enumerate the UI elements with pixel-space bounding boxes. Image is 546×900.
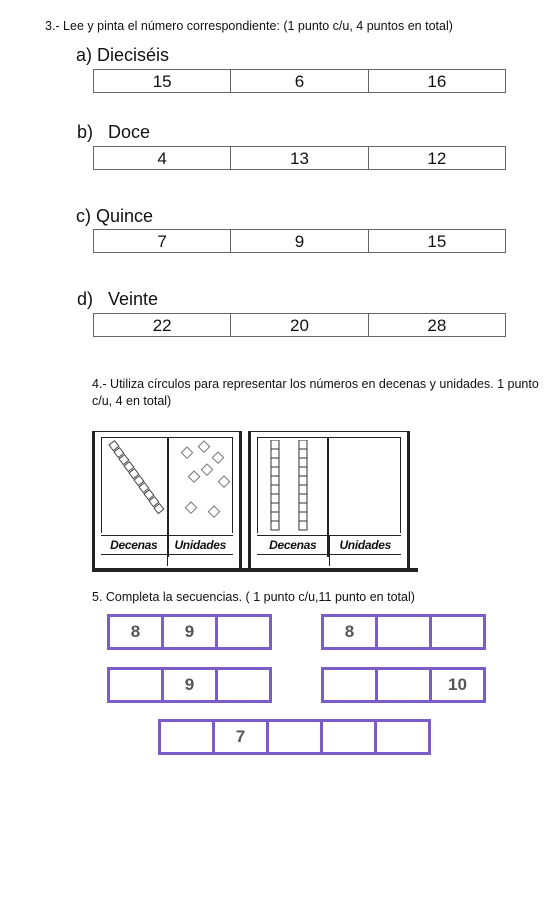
sequence-cell[interactable]: 8 — [324, 617, 378, 647]
sequence-cell[interactable] — [378, 617, 432, 647]
sequence-cell[interactable] — [110, 670, 164, 700]
section5-heading: 5. Completa la secuencias. ( 1 punto c/u,11 punto en total) — [92, 590, 415, 604]
sequence-cell[interactable] — [324, 670, 378, 700]
option-cell[interactable]: 13 — [231, 147, 368, 169]
decenas-label: Decenas — [269, 538, 317, 552]
option-cell[interactable]: 22 — [94, 314, 231, 336]
sequence-box-4 — [321, 667, 486, 703]
sequence-cell[interactable]: 8 — [110, 617, 164, 647]
question-c-options — [93, 229, 506, 253]
section4-heading — [92, 376, 539, 410]
option-cell[interactable]: 12 — [427, 149, 447, 168]
sequence-cell[interactable] — [161, 722, 215, 752]
section3-heading: 3.- Lee y pinta el número correspondiente: (1 punto c/u, 4 puntos en total) — [45, 19, 453, 33]
decenas-label: Decenas — [110, 538, 158, 552]
question-c-label: c) Quince — [76, 206, 154, 226]
sequence-box-1 — [107, 614, 272, 650]
du-panel-left — [92, 431, 242, 569]
question-a-options — [93, 69, 506, 93]
option-cell[interactable]: 15 — [427, 232, 447, 251]
du-answer-row-right[interactable] — [257, 554, 401, 566]
option-cell[interactable]: 20 — [231, 314, 368, 336]
du-labels-left — [101, 535, 233, 555]
du-labels-right — [257, 535, 401, 555]
question-b-label: b) Doce — [77, 122, 151, 142]
sequence-cell[interactable] — [378, 670, 432, 700]
sequence-cell[interactable] — [218, 617, 269, 647]
option-cell[interactable]: 15 — [94, 70, 231, 92]
option-cell[interactable]: 4 — [94, 147, 231, 169]
sequence-box-2 — [321, 614, 486, 650]
option-cell[interactable]: 16 — [427, 72, 447, 91]
section4-heading-line2: c/u, 4 en total) — [92, 394, 172, 408]
du-answer-row-left[interactable] — [101, 554, 233, 566]
question-b-options — [93, 146, 506, 170]
unit-cubes-icon — [177, 440, 237, 532]
option-cell[interactable]: 28 — [427, 316, 447, 335]
sequence-box-3 — [107, 667, 272, 703]
option-cell[interactable]: 6 — [231, 70, 368, 92]
option-cell[interactable]: 9 — [231, 230, 368, 252]
option-cell[interactable]: 7 — [94, 230, 231, 252]
tens-columns-icon — [267, 440, 317, 536]
sequence-cell[interactable]: 9 — [164, 617, 218, 647]
du-base-line — [92, 568, 418, 572]
sequence-cell[interactable]: 9 — [164, 670, 218, 700]
section4-heading-line1: 4.- Utiliza círculos para representar los números en decenas y unidades. 1 punto — [92, 377, 539, 391]
decenas-unidades-panel — [92, 431, 416, 573]
unidades-label: Unidades — [167, 536, 234, 554]
unidades-label: Unidades — [329, 536, 402, 554]
sequence-cell[interactable] — [269, 722, 323, 752]
question-d-options — [93, 313, 506, 337]
sequence-cell[interactable] — [323, 722, 377, 752]
sequence-cell[interactable] — [218, 670, 269, 700]
du-panel-right — [248, 431, 410, 569]
sequence-cell[interactable] — [432, 617, 483, 647]
sequence-box-5 — [158, 719, 431, 755]
question-a-label: a) Dieciséis — [76, 45, 170, 65]
question-d-label: d) Veinte — [77, 289, 159, 309]
sequence-cell[interactable]: 10 — [448, 675, 467, 694]
sequence-cell[interactable] — [377, 722, 428, 752]
sequence-cell[interactable]: 7 — [215, 722, 269, 752]
